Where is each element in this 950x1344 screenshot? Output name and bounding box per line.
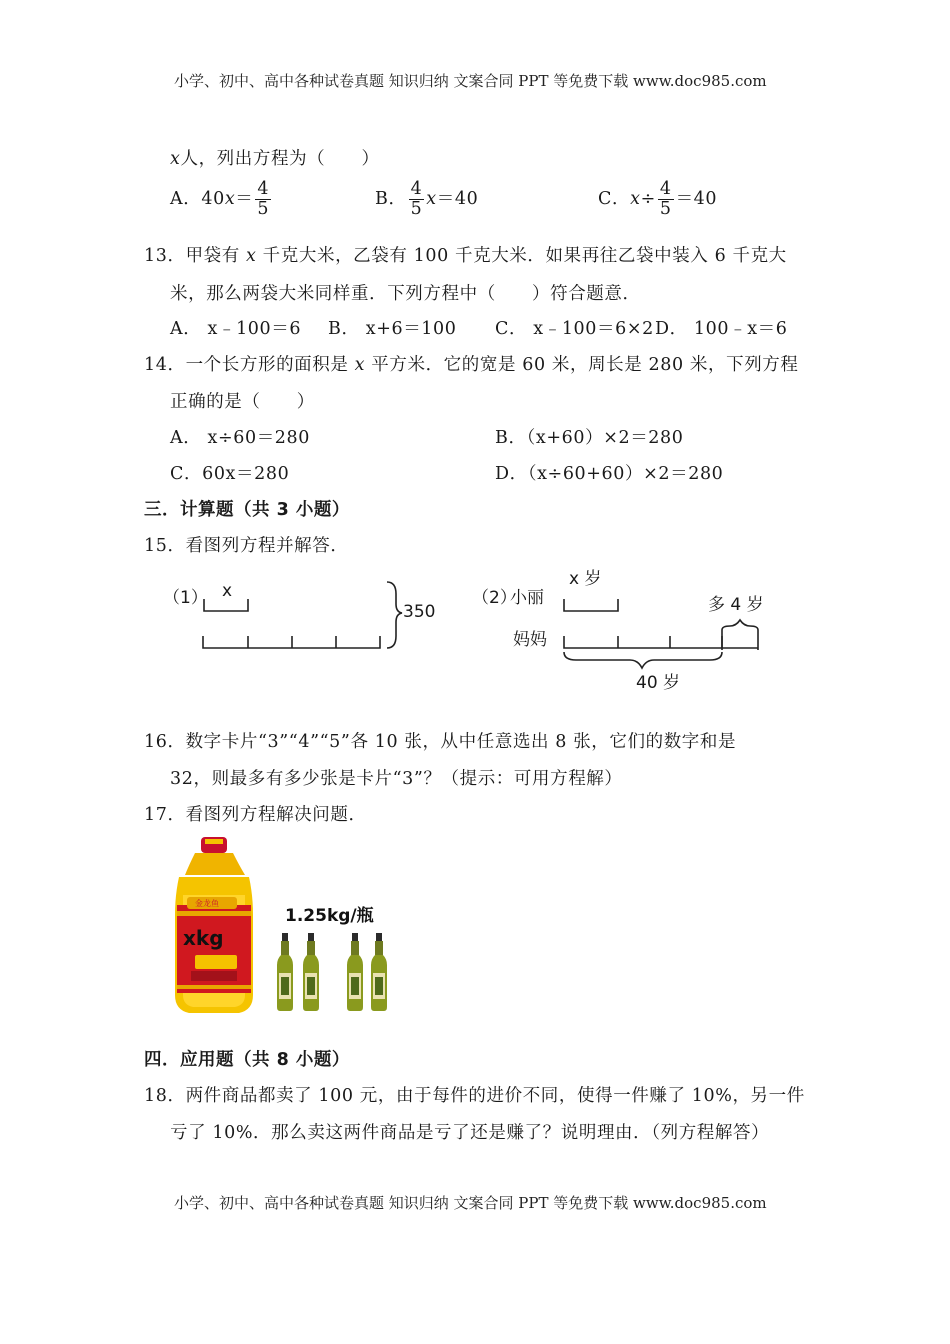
q12-option-a: A．40x＝ $\frac{4}{5}$ [170, 179, 270, 219]
q14-line2: 正确的是（ ） [170, 392, 315, 412]
page-footer: 小学、初中、高中各种试卷真题 知识归纳 文案合同 PPT 等免费下载 www.doc985.com [174, 1194, 767, 1212]
section-heading-calculation: 三．计算题（共 3 小题） [144, 500, 350, 520]
page-header: 小学、初中、高中各种试卷真题 知识归纳 文案合同 PPT 等免费下载 www.doc985.com [174, 72, 767, 90]
q16-line1: 16．数字卡片“3”“4”“5”各 10 张，从中任意选出 8 张，它们的数字和是 [144, 732, 737, 752]
small-bottle [371, 933, 387, 1011]
diagram-2-name-mom: 妈妈 [513, 630, 547, 650]
q13-option-a: A． x﹣100＝6 [170, 319, 302, 339]
q14-option-d: D．（x÷60+60）×2＝280 [495, 464, 724, 484]
q17-stem: 17．看图列方程解决问题． [144, 805, 367, 825]
brand-label: 金龙鱼 [195, 899, 219, 908]
q13-option-b: B． x+6＝100 [328, 319, 457, 339]
q12-stem-tail: x人，列出方程为（ ） [170, 149, 380, 169]
diagram-2-x-label: x 岁 [569, 569, 602, 589]
diagram-1-total: 350 [403, 602, 436, 622]
small-bottle [347, 933, 363, 1011]
q13-option-c: C． x﹣100＝6×2 [495, 319, 654, 339]
diagram-1-brace [387, 582, 402, 648]
diagram-2-long-bar [564, 636, 758, 648]
small-bottle-weight-label: 1.25kg/瓶 [285, 906, 374, 926]
big-jug-weight-label: xkg [183, 926, 224, 950]
fraction: $\frac{4}{5}$ [257, 179, 270, 219]
q14-option-b: B．（x+60）×2＝280 [495, 428, 684, 448]
q14-line1: 14．一个长方形的面积是 x 平方米．它的宽是 60 米，周长是 280 米，下列方程 [144, 355, 799, 375]
q15-stem: 15．看图列方程并解答． [144, 536, 349, 556]
diagram-2-more-label: 多 4 岁 [708, 595, 764, 615]
q18-line1: 18．两件商品都卖了 100 元，由于每件的进价不同，使得一件赚了 10%，另一件 [144, 1086, 805, 1106]
q13-line2: 米，那么两袋大米同样重．下列方程中（ ）符合题意． [170, 284, 641, 304]
fraction: $\frac{4}{5}$ [659, 179, 672, 219]
diagram-1-x-label: x [222, 581, 233, 601]
diagram-2 [472, 569, 764, 693]
diagram-2-short-bar [564, 599, 618, 611]
diagram-1-label: （1） [163, 588, 208, 608]
big-oil-jug-image [175, 837, 253, 1013]
small-bottle [277, 933, 293, 1011]
small-oil-bottles-image [277, 933, 387, 1011]
q12-option-b: B． $\frac{4}{5}$ x＝40 [375, 179, 479, 219]
q12-option-c: C．x÷ $\frac{4}{5}$ ＝40 [598, 179, 718, 219]
q13-line1: 13．甲袋有 x 千克大米，乙袋有 100 千克大米．如果再往乙袋中装入 6 千克大 [144, 246, 787, 266]
diagram-1 [163, 581, 435, 648]
diagram-2-bottom-brace [564, 652, 722, 668]
q14-option-a: A． x÷60＝280 [170, 428, 311, 448]
diagram-2-name-xiaoli: 小丽 [510, 588, 544, 608]
q16-line2: 32，则最多有多少张是卡片“3”？（提示：可用方程解） [170, 769, 623, 789]
diagram-2-total: 40 岁 [636, 673, 681, 693]
q18-line2: 亏了 10%．那么卖这两件商品是亏了还是赚了？说明理由．（列方程解答） [170, 1123, 770, 1143]
diagram-2-small-brace [722, 620, 758, 650]
q14-option-c: C．60x＝280 [170, 464, 290, 484]
q15-line-diagrams [0, 560, 950, 700]
q17-oil-illustration [165, 835, 405, 1020]
diagram-1-long-bar [203, 636, 380, 648]
fraction: $\frac{4}{5}$ [410, 179, 423, 219]
section-heading-application: 四．应用题（共 8 小题） [144, 1050, 350, 1070]
small-bottle [303, 933, 319, 1011]
q13-option-d: D． 100﹣x＝6 [655, 319, 788, 339]
diagram-2-label: （2） [472, 588, 517, 608]
